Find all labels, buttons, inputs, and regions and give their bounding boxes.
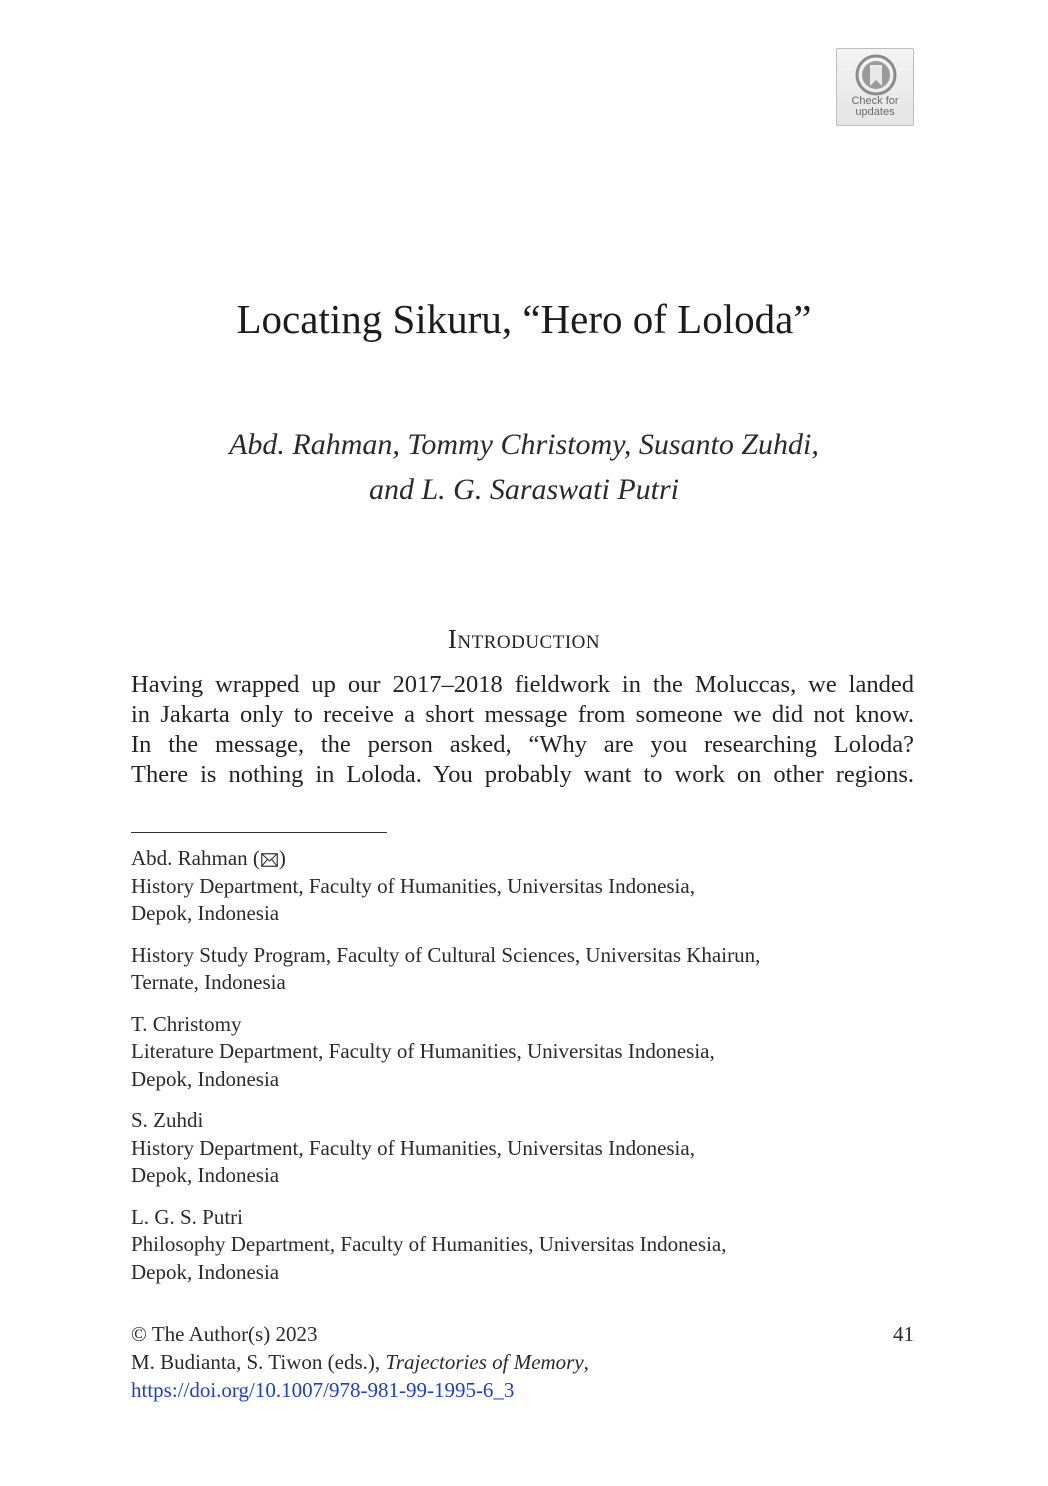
footnote-divider xyxy=(131,832,387,833)
affiliation-line: Depok, Indonesia xyxy=(131,1259,280,1284)
check-for-updates-badge[interactable] xyxy=(836,48,914,126)
affiliation-line: History Department, Faculty of Humanities, Universitas Indonesia, xyxy=(131,873,695,898)
author-name: L. G. S. Putri xyxy=(131,1204,244,1229)
affiliation-block xyxy=(131,845,931,928)
author-name: T. Christomy xyxy=(131,1011,242,1036)
chapter-title: Locating Sikuru, “Hero of Loloda” xyxy=(236,296,812,342)
doi-link[interactable]: https://doi.org/10.1007/978-981-99-1995-6_3 xyxy=(131,1378,515,1402)
book-title: Trajectories of Memory xyxy=(385,1350,584,1374)
section-heading: Introduction xyxy=(447,624,601,654)
authors-line: Abd. Rahman, Tommy Christomy, Susanto Zuhdi, xyxy=(229,428,819,461)
affiliation-block xyxy=(131,942,931,997)
bookmark-icon xyxy=(854,54,898,96)
affiliation-line: Philosophy Department, Faculty of Humanities, Universitas Indonesia, xyxy=(131,1232,727,1256)
copyright-row xyxy=(131,1320,914,1348)
author-name: S. Zuhdi xyxy=(131,1108,204,1132)
citation-row: M. Budianta, S. Tiwon (eds.), Trajectories of Memory, xyxy=(131,1350,589,1374)
affiliation-line: History Department, Faculty of Humanities, Universitas Indonesia, xyxy=(131,1135,695,1160)
authors-line: and L. G. Saraswati Putri xyxy=(368,473,680,506)
affiliation-line: Depok, Indonesia xyxy=(131,1163,280,1187)
paragraph-line: There is nothing in Loloda. You probably want to work on other regions. xyxy=(131,761,914,788)
affiliation-line: Literature Department, Faculty of Humanities, Universitas Indonesia, xyxy=(131,1039,715,1063)
affiliation-line: History Study Program, Faculty of Cultural Sciences, Universitas Khairun, xyxy=(131,942,761,967)
intro-paragraph xyxy=(131,670,914,790)
affiliation-line: Depok, Indonesia xyxy=(131,1066,280,1091)
editors-text: M. Budianta, S. Tiwon (eds.), xyxy=(131,1350,386,1374)
copyright-text: © The Author(s) 2023 xyxy=(131,1322,318,1346)
paragraph-line: In the message, the person asked, “Why are you researching Loloda? xyxy=(131,731,914,758)
doi-row xyxy=(131,1376,914,1404)
paragraph-line: Having wrapped up our 2017–2018 fieldwork in the Moluccas, we landed xyxy=(131,671,914,698)
page-number: 41 xyxy=(893,1322,914,1346)
affiliations xyxy=(131,845,931,1300)
author-list xyxy=(0,422,1048,512)
affiliation-block xyxy=(131,1107,931,1190)
affiliation-line: Depok, Indonesia xyxy=(131,901,280,925)
affiliation-block xyxy=(131,1011,931,1094)
paragraph-line: in Jakarta only to receive a short message from someone we did not know. xyxy=(131,701,914,728)
affiliation-line: Ternate, Indonesia xyxy=(131,970,286,994)
author-name: Abd. Rahman ( ) xyxy=(131,846,286,870)
affiliation-block xyxy=(131,1204,931,1287)
envelope-icon[interactable] xyxy=(261,853,278,867)
badge-label: Check for updates xyxy=(851,95,899,118)
page-footer xyxy=(131,1320,914,1404)
